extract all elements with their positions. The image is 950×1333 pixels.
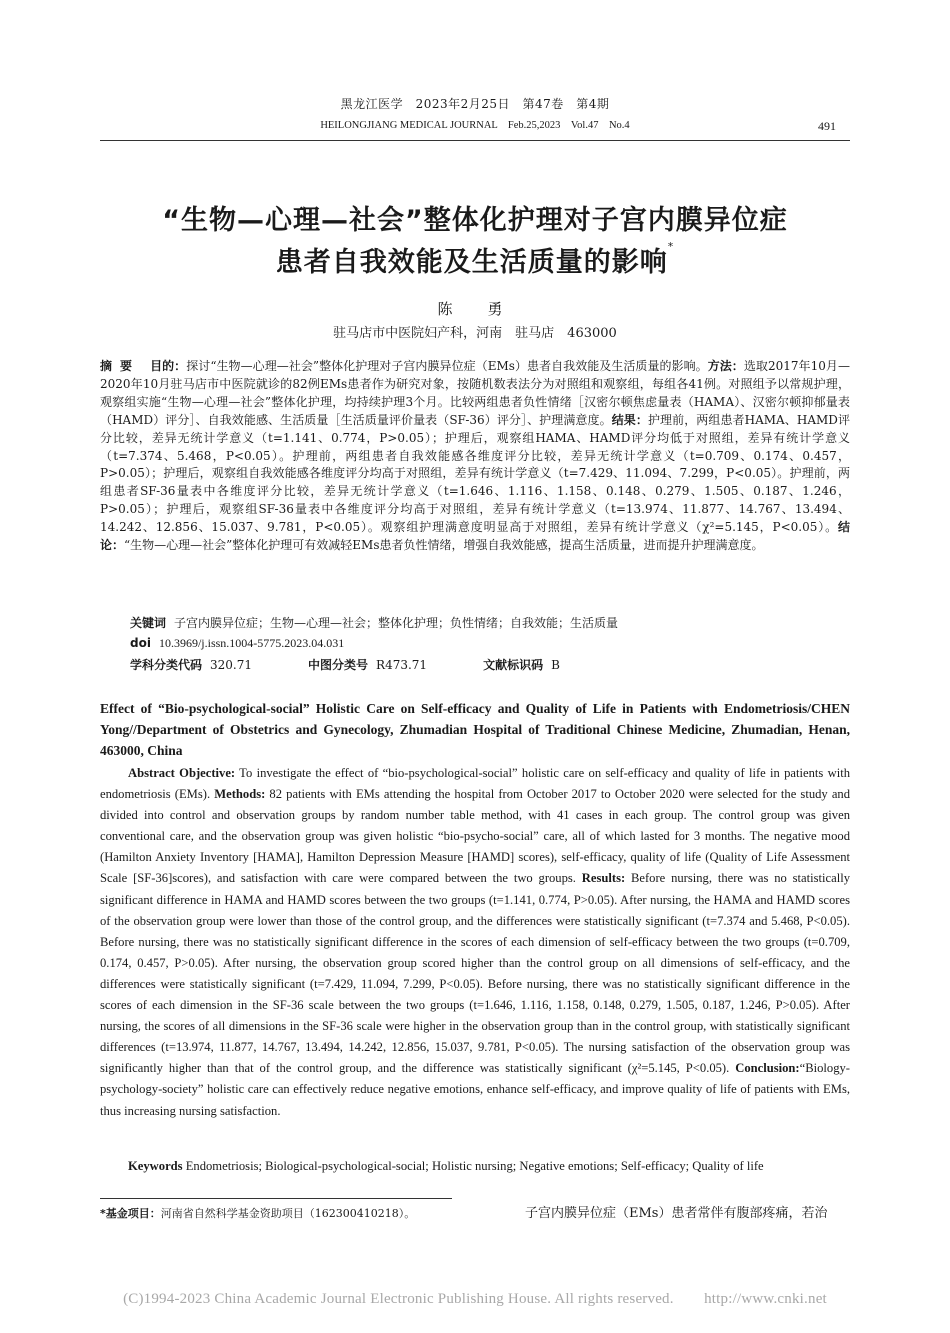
affiliation: 驻马店市中医院妇产科，河南 驻马店 463000 bbox=[333, 326, 617, 341]
clc-label: 中图分类号 bbox=[308, 658, 369, 672]
title-line-1: “生物—心理—社会”整体化护理对子宫内膜异位症 bbox=[162, 205, 788, 236]
footnote-rule bbox=[100, 1198, 452, 1199]
clc-value: R473.71 bbox=[376, 658, 428, 672]
keywords-en-label: Keywords bbox=[128, 1159, 183, 1173]
methods-text: 选取2017年10月—2020年10月驻马店市中医院就诊的82例EMs患者作为研究对象，按随机数表法分为对照组和观察组，每组各41例。对照组予以常规护理，观察组实施“生物—心理—社会”整体化护理，均持续护理3个月。比较两组患者负性情绪［汉密尔顿焦虑量表（HAMA）、汉密尔顿抑郁量表（HAMD）评分］、自我效能感、生活质量［生活质量评价量表（SF-36）评分］、护理满意度。 bbox=[100, 359, 850, 427]
keywords-en-text: Endometriosis; Biological-psychological-social; Holistic nursing; Negative emotions; Self-efficacy; Quality of life bbox=[182, 1159, 764, 1173]
keywords-cn bbox=[130, 614, 618, 631]
subject-code-value: 320.71 bbox=[210, 658, 253, 672]
conclusion-label: 结论： bbox=[100, 520, 850, 553]
journal-header-en: HEILONGJIANG MEDICAL JOURNAL Feb.25,2023 Vol.47 No.4 bbox=[320, 120, 630, 131]
title-line-2-text: 患者自我效能及生活质量的影响 bbox=[275, 247, 668, 278]
keywords-cn-text: 子宫内膜异位症；生物—心理—社会；整体化护理；负性情绪；自我效能；生活质量 bbox=[174, 616, 619, 630]
en-conclusion-label: Conclusion: bbox=[735, 1061, 800, 1076]
doi bbox=[130, 636, 344, 651]
doc-code-label: 文献标识码 bbox=[483, 658, 544, 672]
objective-text: 探讨“生物—心理—社会”整体化护理对子宫内膜异位症（EMs）患者自我效能及生活质量的影响。 bbox=[186, 359, 708, 373]
doi-label: doi bbox=[130, 636, 151, 650]
footnote bbox=[100, 1205, 415, 1221]
en-results-text: Before nursing, there was no statistically significant difference in HAMA and HAMD scores between the two groups (t=1.141, 0.774, P>0.05). After nursing, the HAMA and HAMD scores of the observation group were lower than those of the control group, and the differences were statistically significant (t=7.374 and 5.468, P<0.05). Before nursing, there was no statistically significant difference in the scores of each dimension of self-efficacy between the two groups (t=0.709, 0.174, 0.457, P>0.05). After nursing, the observation group scored higher than the control group on all dimensions of self-efficacy, and the differences were statistically significant (t=7.429, 11.094, 7.299, P<0.05). Before nursing, there was no statistically significant difference in the scores of each dimension in the SF-36 scale between the two groups (t=1.646, 1.116, 1.158, 0.148, 0.279, 1.505, 0.187, 1.246, P>0.05). After nursing, the scores of all dimensions in the SF-36 scale were higher in the observation group than in the control group, with statistically significant differences (t=13.974, 11.877, 14.767, 13.494, 14.242, 12.856, 15.037, 9.781, P<0.05). The nursing satisfaction of the observation group was significantly higher than that of the control group, and the difference was statistically significant (χ²=5.145, P<0.05). bbox=[100, 871, 850, 1076]
keywords-en bbox=[128, 1159, 764, 1174]
title-line-2 bbox=[0, 240, 950, 279]
footnote-text: 河南省自然科学基金资助项目（162300410218）。 bbox=[160, 1207, 416, 1220]
en-conclusion-text: “Biology-psychology-society” holistic care can effectively reduce negative emotions, enhance self-efficacy, and improve quality of life of patients with EMs, thus increasing nursing satisfaction. bbox=[100, 1061, 850, 1118]
english-title: Effect of “Bio-psychological-social” Holistic Care on Self-efficacy and Quality of Life in Patients with Endometriosis/CHEN Yong//Department of Obstetrics and Gynecology, Zhumadian Hospital of Traditional Chinese Medicine, Zhumadian, Henan, 463000, China bbox=[100, 701, 850, 758]
keywords-cn-label: 关键词 bbox=[130, 616, 167, 630]
body-text-start: 子宫内膜异位症（EMs）患者常伴有腹部疼痛，若治 bbox=[525, 1206, 828, 1221]
en-objective-text: To investigate the effect of “bio-psychological-social” holistic care on self-efficacy and quality of life in patients with endometriosis (EMs). bbox=[100, 766, 850, 802]
journal-header-cn: 黑龙江医学 2023年2月25日 第47卷 第4期 bbox=[340, 97, 610, 111]
en-objective-label: Abstract Objective: bbox=[128, 766, 236, 780]
results-label: 结果： bbox=[611, 412, 648, 427]
en-methods-text: 82 patients with EMs attending the hospital from October 2017 to October 2020 were selected for the study and divided into control and observation groups by random number table method, with 41 cases in each group. The control group was given conventional care, and the observation group was given holistic “bio-psycho-social” care, all of which lasted for 3 months. The negative mood (Hamilton Anxiety Inventory [HAMA], Hamilton Depression Measure [HAMD] scores), self-efficacy, quality of life (Quality of Life Assessment Scale [SF-36]scores), and satisfaction with care were compared between the two groups. bbox=[100, 787, 851, 886]
abstract-cn-label: 摘要 bbox=[100, 359, 141, 373]
classification bbox=[130, 656, 560, 673]
header-rule bbox=[100, 140, 850, 141]
author: 陈 勇 bbox=[437, 300, 513, 318]
footnote-label: *基金项目： bbox=[100, 1207, 161, 1220]
doc-code-value: B bbox=[551, 658, 560, 672]
results-text: 护理前，两组患者HAMA、HAMD评分比较，差异无统计学意义（t=1.141、0.774，P>0.05）；护理后，观察组HAMA、HAMD评分均低于对照组，差异有统计学意义（t=7.374、5.468，P<0.05）。护理前，两组患者自我效能感各维度评分比较，差异无统计学意义（t=0.709、0.174、0.457，P>0.05）；护理后，观察组自我效能感各维度评分均高于对照组，差异有统计学意义（t=7.429、11.094、7.299，P<0.05）。护理前，两组患者SF-36量表中各维度评分比较，差异无统计学意义（t=1.646、1.116、1.158、0.148、0.279、1.505、0.187、1.246，P>0.05）；护理后，观察组SF-36量表中各维度评分均高于对照组，差异有统计学意义（t=13.974、11.877、14.767、13.494、14.242、12.856、15.037、9.781，P<0.05）。观察组护理满意度明显高于对照组，差异有统计学意义（χ²=5.145，P<0.05）。 bbox=[100, 412, 851, 535]
subject-code-label: 学科分类代码 bbox=[130, 658, 203, 672]
page-number: 491 bbox=[818, 119, 836, 133]
objective-label: 目的： bbox=[150, 359, 187, 373]
doi-text[interactable]: 10.3969/j.issn.1004-5775.2023.04.031 bbox=[158, 636, 345, 650]
title-footnote-mark: * bbox=[667, 240, 675, 253]
copyright-watermark: (C)1994-2023 China Academic Journal Electronic Publishing House. All rights reserved. http://www.cnki.net bbox=[123, 1291, 827, 1307]
en-methods-label: Methods: bbox=[214, 787, 266, 802]
en-results-label: Results: bbox=[581, 871, 626, 886]
methods-label: 方法： bbox=[707, 359, 744, 373]
abstract-cn bbox=[100, 358, 850, 555]
conclusion-text: “生物—心理—社会”整体化护理可有效减轻EMs患者负性情绪，增强自我效能感，提高生活质量，进而提升护理满意度。 bbox=[124, 538, 764, 553]
abstract-en bbox=[100, 763, 850, 1122]
